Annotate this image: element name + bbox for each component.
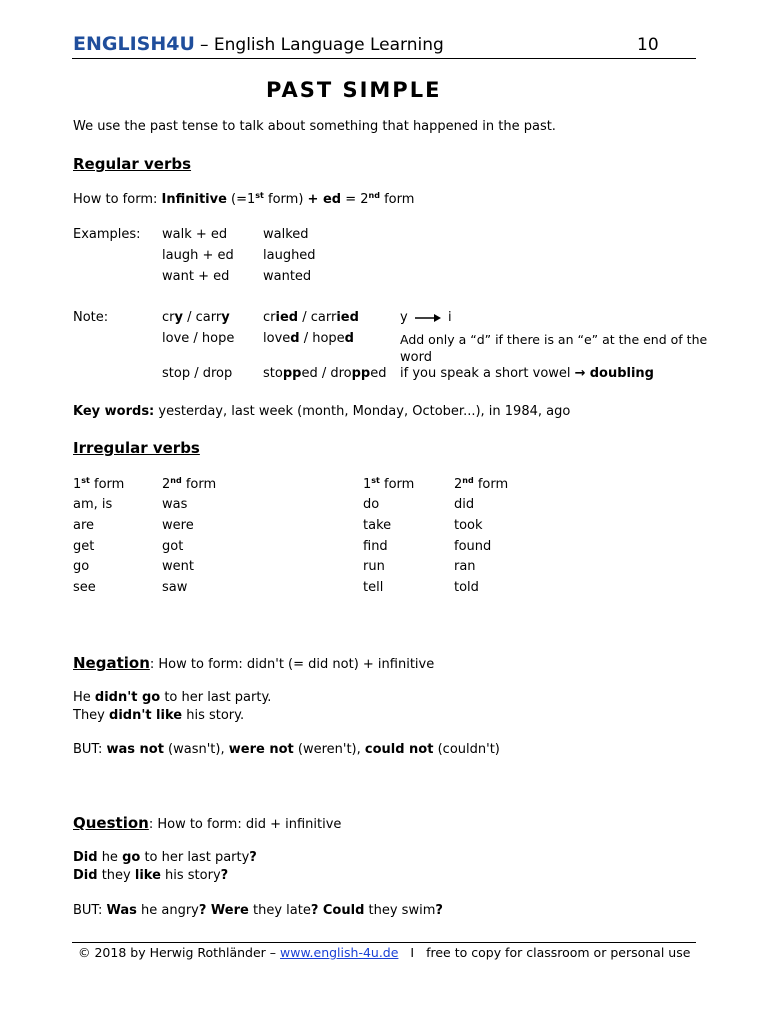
bold-part: Did <box>73 868 98 883</box>
how-nd: nd <box>368 191 380 200</box>
bold-part: Did <box>73 850 98 865</box>
verb-first-form: run <box>363 559 385 574</box>
text-part: They <box>73 708 110 723</box>
footer-note: free to copy for classroom or personal use <box>426 945 691 960</box>
text-part: BUT: <box>73 903 107 918</box>
negation-how: : How to form: didn't (= did not) + infinitive <box>149 657 435 672</box>
question-line <box>73 813 341 833</box>
bold-part: ? <box>220 868 229 883</box>
note-base-bold: y <box>221 310 230 325</box>
text-part: to her last party. <box>160 690 272 705</box>
verb-first-form: are <box>73 518 95 533</box>
bold-part: go <box>122 850 141 865</box>
how-plus-ed: + ed <box>307 192 342 207</box>
verb-second-form: found <box>454 539 492 554</box>
text-part: (couldn't) <box>433 742 500 757</box>
bold-part: Was <box>106 903 137 918</box>
note-base: love / hope <box>162 331 235 346</box>
note-past-bold: pp <box>282 366 302 381</box>
key-words-label: Key words: <box>73 404 155 419</box>
footer-separator: I <box>410 945 415 960</box>
how-st: st <box>255 191 264 200</box>
page-header <box>73 33 444 55</box>
key-words-text: yesterday, last week (month, Monday, October...), in 1984, ago <box>154 404 571 419</box>
how-infinitive: Infinitive <box>161 192 227 207</box>
negation-example <box>73 690 271 706</box>
brand-name: ENGLISH4U <box>73 33 195 55</box>
verb-first-form: take <box>363 518 392 533</box>
verb-first-form: find <box>363 539 388 554</box>
verb-second-form: did <box>454 497 475 512</box>
regular-how-to-form <box>73 192 414 208</box>
rule-letter-i: i <box>447 310 452 325</box>
text-part: He <box>73 690 95 705</box>
text-part: he <box>97 850 123 865</box>
col-word: form <box>379 477 415 492</box>
rule-text: if you speak a short vowel <box>400 366 571 381</box>
bold-part: like <box>134 868 161 883</box>
example-past: walked <box>263 227 309 242</box>
how-paren-open: (=1 <box>226 192 256 207</box>
note-past-bold: ied <box>275 310 299 325</box>
verb-second-form: took <box>454 518 483 533</box>
col-header-first-form <box>363 477 414 493</box>
negation-heading: Negation <box>73 654 150 672</box>
note-base: stop / drop <box>162 366 233 381</box>
verb-second-form: ran <box>454 559 476 574</box>
col-num: 2 <box>162 477 171 492</box>
col-sup: st <box>81 476 90 485</box>
bold-part: were not <box>228 742 294 757</box>
bold-part: didn't like <box>109 708 183 723</box>
negation-line <box>73 653 434 673</box>
verb-first-form: see <box>73 580 96 595</box>
text-part: (weren't), <box>293 742 365 757</box>
how-form: form <box>379 192 415 207</box>
col-num: 1 <box>363 477 372 492</box>
note-past-bold: d <box>344 331 354 346</box>
note-past-bold: ied <box>336 310 359 325</box>
bold-part: didn't go <box>94 690 161 705</box>
verb-second-form: went <box>162 559 194 574</box>
col-sup: nd <box>170 476 182 485</box>
col-sup: st <box>371 476 380 485</box>
col-word: form <box>473 477 509 492</box>
bold-part: ? Were <box>198 903 249 918</box>
page-title: PAST SIMPLE <box>266 78 442 102</box>
how-prefix: How to form: <box>73 192 162 207</box>
verb-second-form: were <box>162 518 194 533</box>
verb-second-form: saw <box>162 580 188 595</box>
text-part: they swim <box>364 903 436 918</box>
regular-verbs-heading: Regular verbs <box>73 155 192 173</box>
header-subtitle: – English Language Learning <box>199 35 444 55</box>
text-part: to her last party <box>140 850 250 865</box>
arrow-right-icon <box>414 312 442 322</box>
verb-second-form: got <box>162 539 184 554</box>
note-rule-doubling <box>400 366 654 382</box>
key-words <box>73 404 570 420</box>
intro-text: We use the past tense to talk about something that happened in the past. <box>73 119 556 134</box>
rule-line: word <box>400 350 432 365</box>
bold-arrow-icon: → <box>574 366 586 381</box>
bold-part: ? <box>435 903 443 918</box>
note-base-bold: y <box>174 310 183 325</box>
verb-second-form: was <box>162 497 188 512</box>
note-past-part: / carr <box>298 310 337 325</box>
text-part: they late <box>248 903 311 918</box>
text-part: his story. <box>182 708 245 723</box>
question-heading: Question <box>73 814 149 832</box>
example-past: laughed <box>263 248 316 263</box>
examples-label: Examples: <box>73 227 141 242</box>
bold-part: ? <box>249 850 257 865</box>
page-footer <box>78 945 690 961</box>
verb-first-form: tell <box>363 580 384 595</box>
example-base: walk + ed <box>162 227 228 242</box>
col-word: form <box>89 477 125 492</box>
verb-first-form: do <box>363 497 380 512</box>
text-part: he angry <box>136 903 199 918</box>
bold-part: could not <box>364 742 434 757</box>
note-past-bold: pp <box>351 366 371 381</box>
page-number: 10 <box>637 35 659 55</box>
note-label: Note: <box>73 310 109 325</box>
col-num: 1 <box>73 477 82 492</box>
note-rule-y-to-i <box>400 310 452 326</box>
question-example <box>73 868 228 884</box>
col-header-second-form <box>162 477 216 493</box>
verb-first-form: go <box>73 559 90 574</box>
col-header-first-form <box>73 477 124 493</box>
example-base: laugh + ed <box>162 248 234 263</box>
col-word: form <box>181 477 217 492</box>
text-part: his story <box>160 868 221 883</box>
text-part: BUT: <box>73 742 107 757</box>
note-rule-add-d <box>400 331 708 367</box>
note-base <box>162 310 230 326</box>
col-sup: nd <box>462 476 474 485</box>
irregular-verbs-heading: Irregular verbs <box>73 439 200 457</box>
bold-part: ? Could <box>310 903 365 918</box>
header-rule <box>72 58 696 59</box>
rule-letter-y: y <box>400 310 408 325</box>
col-num: 2 <box>454 477 463 492</box>
note-past-part: ed <box>370 366 387 381</box>
rule-line: Add only a “d” if there is an “e” at the end of the <box>400 332 708 347</box>
footer-copyright: © 2018 by Herwig Rothländer – <box>78 945 281 960</box>
col-header-second-form <box>454 477 508 493</box>
note-past <box>263 331 354 347</box>
negation-example <box>73 708 244 724</box>
note-past-part: / hope <box>299 331 345 346</box>
question-example <box>73 850 257 866</box>
text-part: they <box>97 868 135 883</box>
note-past <box>263 310 359 326</box>
rule-bold: doubling <box>589 366 654 381</box>
note-past-part: cr <box>263 310 276 325</box>
note-base-part: cr <box>162 310 175 325</box>
question-how: : How to form: did + infinitive <box>148 817 342 832</box>
question-but <box>73 903 443 919</box>
footer-rule <box>72 942 696 943</box>
website-link[interactable]: www.english-4u.de <box>280 945 399 960</box>
verb-first-form: am, is <box>73 497 113 512</box>
text-part: (wasn't), <box>163 742 229 757</box>
note-past-part: ed / dro <box>301 366 352 381</box>
note-base-part: / carr <box>182 310 222 325</box>
negation-but <box>73 742 500 758</box>
example-past: wanted <box>263 269 312 284</box>
note-past-part: love <box>263 331 291 346</box>
note-past-part: sto <box>263 366 283 381</box>
verb-second-form: told <box>454 580 479 595</box>
note-past <box>263 366 387 382</box>
bold-part: was not <box>106 742 164 757</box>
example-base: want + ed <box>162 269 230 284</box>
how-eq: = 2 <box>341 192 369 207</box>
how-paren-close: form) <box>263 192 308 207</box>
verb-first-form: get <box>73 539 95 554</box>
note-past-bold: d <box>290 331 300 346</box>
